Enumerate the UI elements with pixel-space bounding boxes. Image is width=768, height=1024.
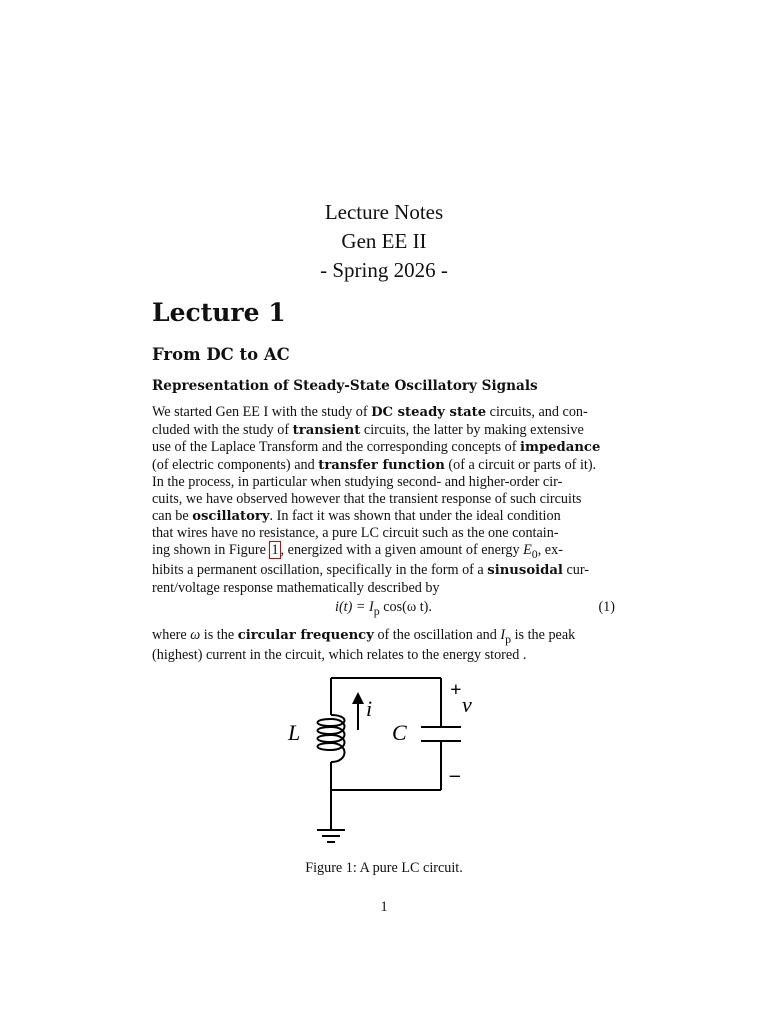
title-line-course: Gen EE II [341,229,427,253]
lc-circuit-diagram [0,670,768,860]
term-transient: transient [292,422,361,438]
text-line: cuits, we have observed however that the transient response of such circuits [152,490,582,507]
term-sinusoidal: sinusoidal [487,563,563,579]
text-line: cluded with the study of transient circuits, the latter by making extensive [152,421,584,438]
figure-reference-link[interactable]: 1 [271,541,279,558]
figure-caption: Figure 1: A pure LC circuit. [305,860,463,876]
title-line-lecture-notes: Lecture Notes [324,200,444,224]
minus-sign: – [450,764,460,786]
lecture-heading: Lecture 1 [152,298,286,327]
text-line: hibits a permanent oscillation, specifically in the form of a sinusoidal cur- [152,562,590,579]
capacitor-label: C [392,720,407,745]
text-line: In the process, in particular when studying second- and higher-order cir- [152,474,563,491]
paragraph-frequency [152,627,615,664]
inductor-label: L [288,720,301,745]
term-dc-steady-state: DC steady state [371,405,487,420]
paragraph-intro [152,404,615,596]
plus-sign: + [450,679,462,701]
text-line: (highest) current in the circuit, which relates to the energy stored . [152,647,527,664]
text-line: where ω is the circular frequency of the oscillation and $I_p$ is the peak [152,627,576,646]
page-number: 1 [380,899,388,915]
current-label: i [366,696,373,721]
text-line: that wires have no resistance, a pure LC circuit such as the one contain- [152,525,559,542]
term-impedance: impedance [519,440,601,456]
equation-1 [152,599,615,619]
equation-number: (1) [598,599,615,615]
term-oscillatory: oscillatory [192,508,270,524]
voltage-label: v [462,692,472,717]
equation-body: $i(t) = I_p$ cos(ω t). [335,599,432,618]
text-line: rent/voltage response mathematically described by [152,579,440,596]
subsection-heading: Representation of Steady-State Oscillatory Signals [152,378,538,394]
text-line: ing shown in Figure 1 , energized with a given amount of energy $E_0$, ex- [152,541,563,561]
inductor-coil [318,715,345,762]
section-heading: From DC to AC [152,345,290,364]
text-line: use of the Laplace Transform and the corresponding concepts of impedance [152,439,601,456]
title-block [0,198,768,285]
title-line-semester: - Spring 2026 - [320,258,448,282]
text-line: (of electric components) and transfer function (of a circuit or parts of it). [152,456,597,473]
text-line: can be oscillatory. In fact it was shown that under the ideal condition [152,507,561,524]
current-arrow-head [352,692,364,704]
term-circular-frequency: circular frequency [237,628,374,643]
lc-circuit-figure [0,670,768,860]
term-transfer-function: transfer function [318,457,445,473]
text-line: We started Gen EE I with the study of DC steady state circuits, and con- [152,404,588,420]
